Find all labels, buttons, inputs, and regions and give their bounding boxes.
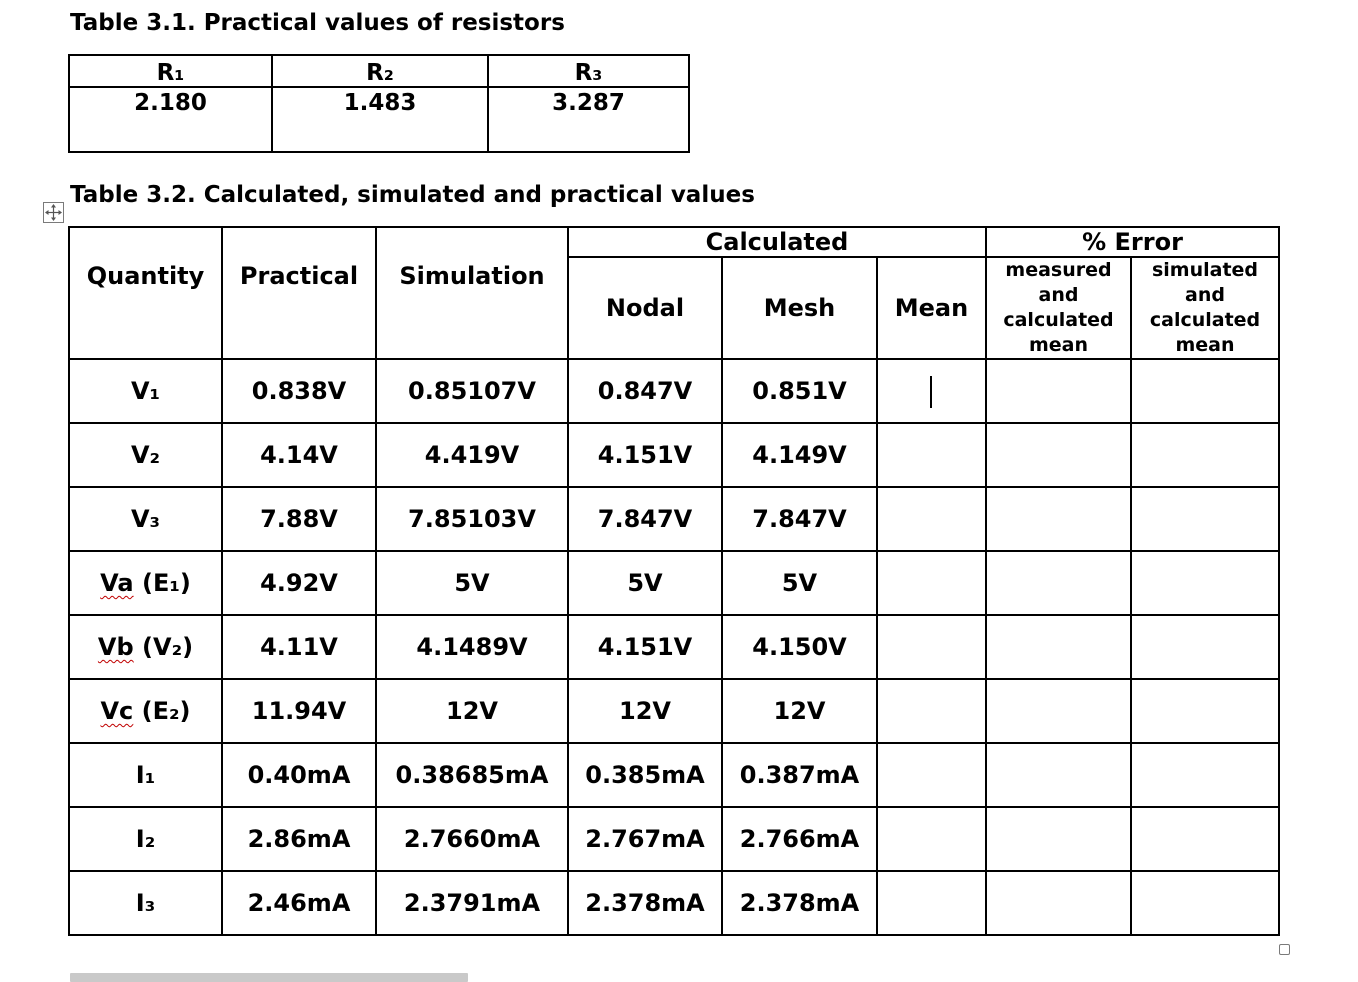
- table-resize-handle[interactable]: [1279, 944, 1290, 955]
- header-calculated[interactable]: Calculated: [568, 227, 986, 257]
- cell-err-measured[interactable]: [986, 551, 1131, 615]
- quantity-label: V₂: [130, 441, 161, 469]
- values-comparison-table: [68, 226, 1280, 936]
- cell-simulation[interactable]: 7.85103V: [376, 487, 568, 551]
- cell-nodal[interactable]: 4.151V: [568, 423, 722, 487]
- value-r2[interactable]: 1.483: [272, 87, 488, 152]
- cell-err-simulated[interactable]: [1131, 615, 1279, 679]
- cell-simulation[interactable]: 2.7660mA: [376, 807, 568, 871]
- cell-nodal[interactable]: 0.847V: [568, 359, 722, 423]
- cell-simulation[interactable]: 2.3791mA: [376, 871, 568, 935]
- move-arrows-icon: [44, 203, 63, 222]
- table-row: [69, 423, 1279, 487]
- cell-mean[interactable]: [877, 551, 986, 615]
- table-row: [69, 487, 1279, 551]
- cell-nodal[interactable]: 0.385mA: [568, 743, 722, 807]
- resistor-values-table: [68, 54, 690, 153]
- header-simulated-line-1: simulated: [1151, 259, 1259, 281]
- value-r3[interactable]: 3.287: [488, 87, 689, 152]
- header-simulation-label: Simulation: [399, 262, 545, 290]
- cell-quantity[interactable]: [69, 679, 222, 743]
- table-row: [69, 359, 1279, 423]
- cell-err-measured[interactable]: [986, 423, 1131, 487]
- header-mesh[interactable]: Mesh: [722, 257, 877, 359]
- cell-mean[interactable]: [877, 615, 986, 679]
- cell-nodal[interactable]: 12V: [568, 679, 722, 743]
- cell-practical[interactable]: 4.92V: [222, 551, 376, 615]
- cell-err-simulated[interactable]: [1131, 423, 1279, 487]
- cell-nodal[interactable]: 4.151V: [568, 615, 722, 679]
- header-measured-line-2: and: [1038, 284, 1079, 306]
- cell-simulation[interactable]: 12V: [376, 679, 568, 743]
- cell-simulation[interactable]: 4.419V: [376, 423, 568, 487]
- quantity-label: I₁: [135, 761, 156, 789]
- header-quantity-label: Quantity: [86, 262, 205, 290]
- cell-quantity[interactable]: [69, 743, 222, 807]
- cell-practical[interactable]: 0.40mA: [222, 743, 376, 807]
- cell-err-measured[interactable]: [986, 807, 1131, 871]
- quantity-source-label: (E₁): [133, 569, 191, 597]
- cell-practical[interactable]: 2.86mA: [222, 807, 376, 871]
- cell-err-simulated[interactable]: [1131, 359, 1279, 423]
- quantity-source-label: (V₂): [133, 633, 194, 661]
- cell-quantity[interactable]: [69, 615, 222, 679]
- cell-err-simulated[interactable]: [1131, 487, 1279, 551]
- cell-practical[interactable]: 4.11V: [222, 615, 376, 679]
- cell-err-measured[interactable]: [986, 615, 1131, 679]
- cell-nodal[interactable]: 7.847V: [568, 487, 722, 551]
- cell-mesh[interactable]: 0.851V: [722, 359, 877, 423]
- cell-err-measured[interactable]: [986, 359, 1131, 423]
- cell-simulation[interactable]: 5V: [376, 551, 568, 615]
- table-3-1-caption: Table 3.1. Practical values of resistors: [70, 10, 565, 36]
- header-practical-label: Practical: [239, 262, 359, 290]
- cell-quantity[interactable]: [69, 807, 222, 871]
- cell-mean[interactable]: [877, 807, 986, 871]
- quantity-node-label: Vc: [100, 697, 134, 725]
- cell-err-measured[interactable]: [986, 743, 1131, 807]
- cell-quantity[interactable]: [69, 551, 222, 615]
- header-measured-line-1: measured: [1005, 259, 1112, 281]
- cell-mesh[interactable]: 5V: [722, 551, 877, 615]
- header-measured-calculated-mean[interactable]: [986, 257, 1131, 359]
- header-simulated-line-2: and: [1185, 284, 1225, 306]
- header-measured-line-4: mean: [1028, 334, 1089, 356]
- cell-quantity[interactable]: [69, 423, 222, 487]
- header-simulated-line-4: mean: [1175, 334, 1235, 356]
- text-cursor: [930, 376, 932, 408]
- table-row: [69, 743, 1279, 807]
- cell-err-simulated[interactable]: [1131, 743, 1279, 807]
- cell-mesh[interactable]: 4.150V: [722, 615, 877, 679]
- quantity-label: I₃: [135, 889, 156, 917]
- quantity-node-label: Vb: [97, 633, 134, 661]
- header-quantity[interactable]: [69, 227, 222, 359]
- header-practical[interactable]: [222, 227, 376, 359]
- table-row: [69, 871, 1279, 935]
- cell-mean[interactable]: [877, 871, 986, 935]
- cell-mesh[interactable]: 12V: [722, 679, 877, 743]
- cell-mesh[interactable]: 4.149V: [722, 423, 877, 487]
- cell-mesh[interactable]: 2.378mA: [722, 871, 877, 935]
- header-error[interactable]: % Error: [986, 227, 1279, 257]
- header-simulation[interactable]: [376, 227, 568, 359]
- cell-simulation[interactable]: 0.85107V: [376, 359, 568, 423]
- cell-err-measured[interactable]: [986, 487, 1131, 551]
- cell-mesh[interactable]: 2.766mA: [722, 807, 877, 871]
- header-r1[interactable]: R₁: [69, 55, 272, 87]
- header-row-1: [69, 227, 1279, 257]
- header-nodal[interactable]: Nodal: [568, 257, 722, 359]
- cell-err-simulated[interactable]: [1131, 871, 1279, 935]
- cell-mesh[interactable]: 0.387mA: [722, 743, 877, 807]
- cell-mean[interactable]: [877, 743, 986, 807]
- header-simulated-calculated-mean[interactable]: [1131, 257, 1279, 359]
- header-r2[interactable]: R₂: [272, 55, 488, 87]
- cell-mean[interactable]: [877, 487, 986, 551]
- quantity-label: V₃: [130, 505, 161, 533]
- cell-err-simulated[interactable]: [1131, 679, 1279, 743]
- quantity-label: I₂: [135, 825, 156, 853]
- cell-err-measured[interactable]: [986, 679, 1131, 743]
- table-row: [69, 807, 1279, 871]
- cell-err-simulated[interactable]: [1131, 807, 1279, 871]
- cell-practical[interactable]: 4.14V: [222, 423, 376, 487]
- header-r3[interactable]: R₃: [488, 55, 689, 87]
- header-mean[interactable]: Mean: [877, 257, 986, 359]
- cell-simulation[interactable]: 4.1489V: [376, 615, 568, 679]
- cell-mean[interactable]: [877, 679, 986, 743]
- cell-practical[interactable]: 2.46mA: [222, 871, 376, 935]
- values-table-body: [69, 359, 1279, 935]
- horizontal-scrollbar-thumb[interactable]: [70, 973, 468, 982]
- table-move-handle[interactable]: [43, 202, 64, 223]
- cell-practical[interactable]: 7.88V: [222, 487, 376, 551]
- cell-mean[interactable]: [877, 423, 986, 487]
- cell-mesh[interactable]: 7.847V: [722, 487, 877, 551]
- cell-simulation[interactable]: 0.38685mA: [376, 743, 568, 807]
- table-row: [69, 615, 1279, 679]
- header-simulated-line-3: calculated: [1149, 309, 1261, 331]
- cell-practical[interactable]: 0.838V: [222, 359, 376, 423]
- cell-quantity[interactable]: [69, 359, 222, 423]
- cell-quantity[interactable]: [69, 871, 222, 935]
- cell-quantity[interactable]: [69, 487, 222, 551]
- quantity-label: V₁: [130, 377, 161, 405]
- cell-practical[interactable]: 11.94V: [222, 679, 376, 743]
- quantity-source-label: (E₂): [133, 697, 191, 725]
- cell-err-simulated[interactable]: [1131, 551, 1279, 615]
- header-measured-line-3: calculated: [1003, 309, 1114, 331]
- table-row: [69, 551, 1279, 615]
- cell-err-measured[interactable]: [986, 871, 1131, 935]
- cell-nodal[interactable]: 2.378mA: [568, 871, 722, 935]
- table-3-2-caption: Table 3.2. Calculated, simulated and practical values: [70, 182, 755, 208]
- cell-nodal[interactable]: 5V: [568, 551, 722, 615]
- quantity-node-label: Va: [100, 569, 134, 597]
- value-r1[interactable]: 2.180: [69, 87, 272, 152]
- resistor-header-row: [69, 55, 689, 87]
- cell-nodal[interactable]: 2.767mA: [568, 807, 722, 871]
- resistor-value-row: [69, 87, 689, 152]
- table-row: [69, 679, 1279, 743]
